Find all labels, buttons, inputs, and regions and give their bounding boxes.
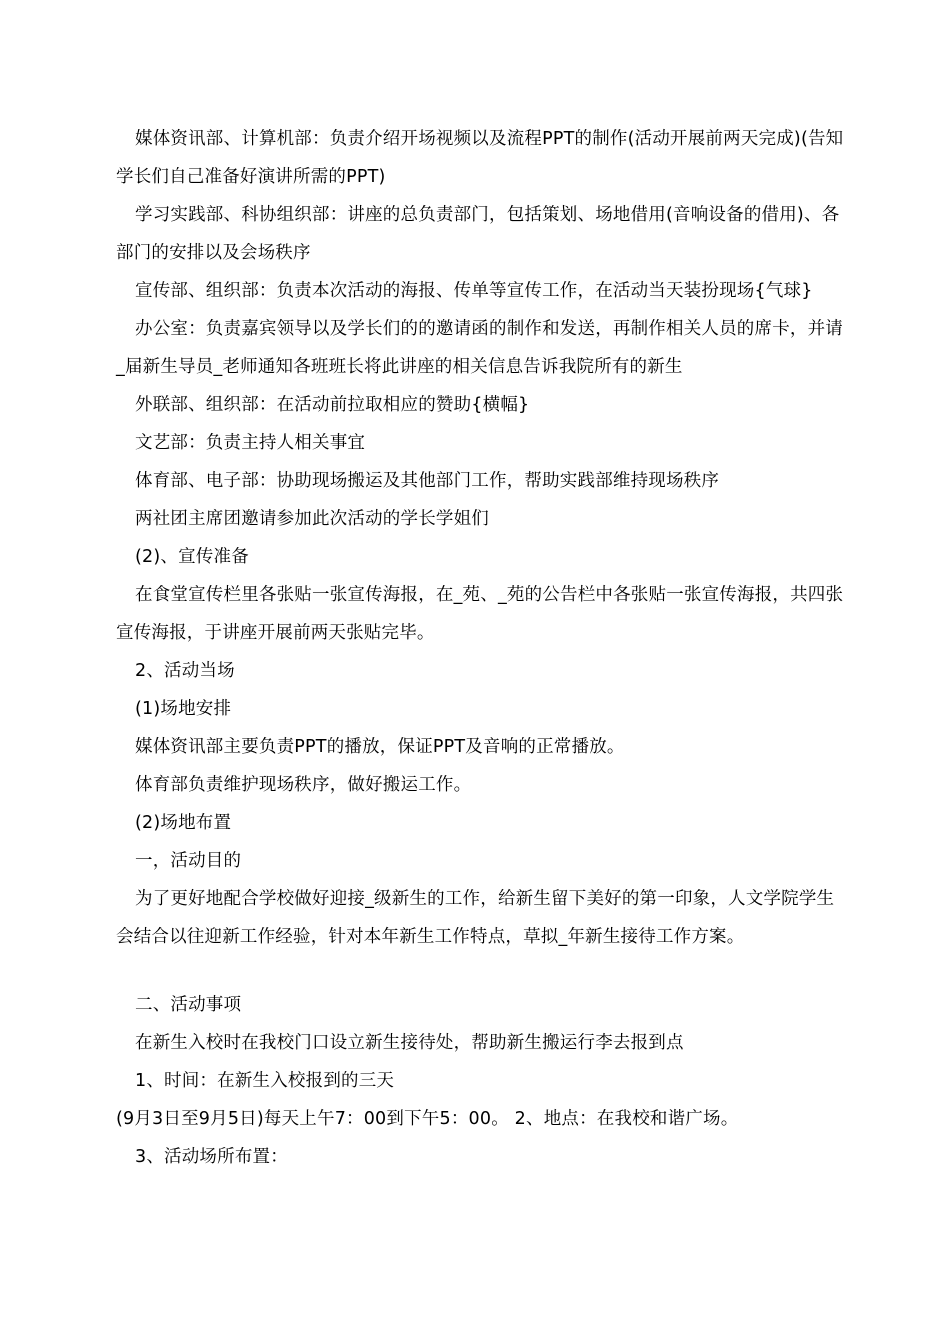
paragraph-time: 1、时间：在新生入校报到的三天 [135,1071,395,1091]
paragraph-media-dept: 媒体资讯部、计算机部：负责介绍开场视频以及流程PPT的制作(活动开展前两天完成)(告知学长们自己准备好演讲所需的PPT) [116,129,844,187]
paragraph-ppt-playback: 媒体资讯部主要负责PPT的播放，保证PPT及音响的正常播放。 [135,737,625,757]
paragraph-office: 办公室：负责嘉宾领导以及学长们的的邀请函的制作和发送，再制作相关人员的席卡，并请_届新生导员_老师通知各班班长将此讲座的相关信息告诉我院所有的新生 [116,319,843,377]
paragraph-sports-dept: 体育部、电子部：协助现场搬运及其他部门工作，帮助实践部维持现场秩序 [135,471,720,491]
heading-venue-setup: 3、活动场所布置： [135,1147,288,1167]
paragraph-publicity-dept: 宣传部、组织部：负责本次活动的海报、传单等宣传工作，在活动当天装扮现场{气球} [135,281,813,301]
paragraph-purpose: 为了更好地配合学校做好迎接_级新生的工作，给新生留下美好的第一印象，人文学院学生会结合以往迎新工作经验，针对本年新生工作特点，草拟_年新生接待工作方案。 [116,889,835,947]
heading-activity-items: 二、活动事项 [135,995,242,1015]
paragraph-gap [116,956,850,986]
paragraph-date-location: (9月3日至9月5日)每天上午7：00到下午5：00。 2、地点：在我校和谐广场。 [116,1109,739,1129]
paragraph-posters: 在食堂宣传栏里各张贴一张宣传海报，在_苑、_苑的公告栏中各张贴一张宣传海报，共四张宣传海报，于讲座开展前两天张贴完毕。 [116,585,844,643]
paragraph-study-dept: 学习实践部、科协组织部：讲座的总负责部门，包括策划、场地借用(音响设备的借用)、各部门的安排以及会场秩序 [116,205,840,263]
paragraph-order-maintenance: 体育部负责维护现场秩序，做好搬运工作。 [135,775,472,795]
heading-publicity-prep: (2)、宣传准备 [135,547,249,567]
paragraph-arts-dept: 文艺部：负责主持人相关事宜 [135,433,366,453]
heading-venue-arrangement: (1)场地安排 [135,699,232,719]
paragraph-presidium: 两社团主席团邀请参加此次活动的学长学姐们 [135,509,489,529]
heading-activity-purpose: 一，活动目的 [135,851,242,871]
paragraph-reception-desk: 在新生入校时在我校门口设立新生接待处，帮助新生搬运行李去报到点 [135,1033,684,1053]
heading-venue-layout: (2)场地布置 [135,813,232,833]
heading-on-site: 2、活动当场 [135,661,235,681]
paragraph-liaison-dept: 外联部、组织部：在活动前拉取相应的赞助{横幅} [135,395,530,415]
